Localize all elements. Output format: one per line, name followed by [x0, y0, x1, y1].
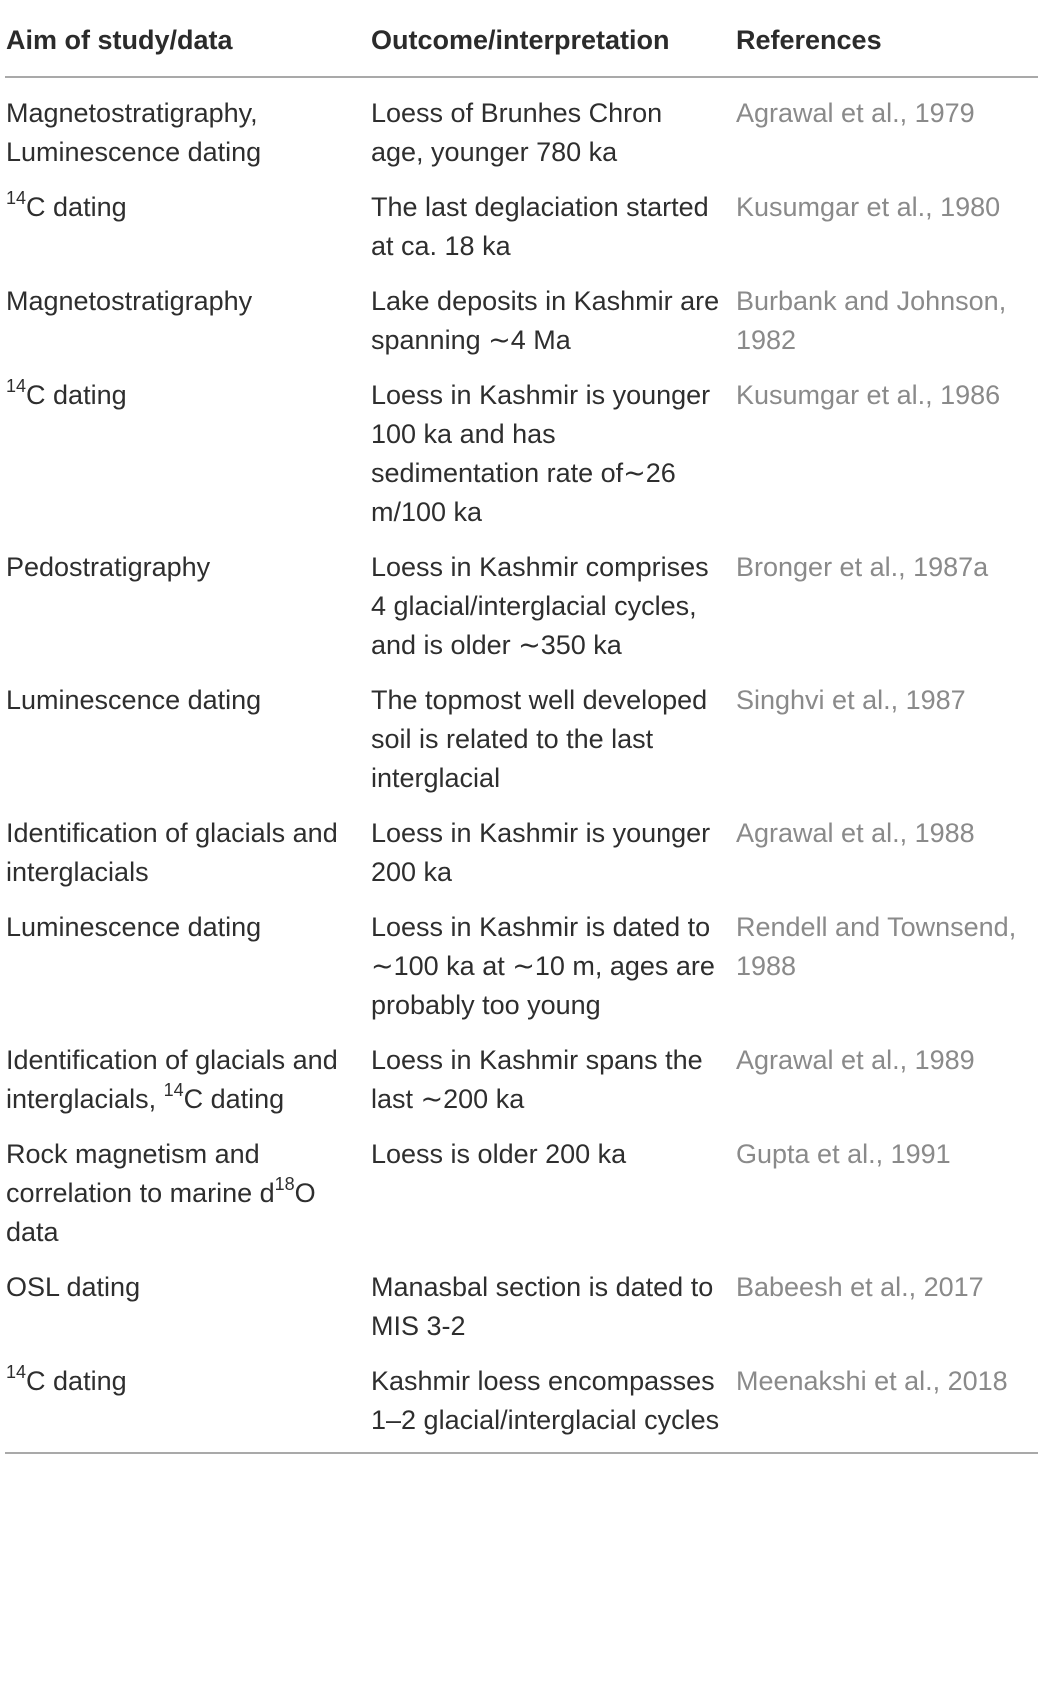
table-row [5, 900, 1038, 1033]
outcome-cell: Loess of Brunhes Chron age, younger 780 ka [371, 98, 663, 167]
aim-cell: $^{14}$C dating [6, 1362, 127, 1396]
header-outcome: Outcome/interpretation [370, 0, 735, 77]
reference-cell: Rendell and Townsend, 1988 [736, 912, 1017, 981]
outcome-cell: Loess in Kashmir is dated to ∼100 ka at ∼10 m, ages are probably too young [371, 912, 715, 1020]
table-row [5, 77, 1038, 180]
table-row [5, 540, 1038, 673]
reference-cell: Babeesh et al., 2017 [736, 1272, 984, 1302]
studies-table [5, 0, 1038, 1454]
aim-cell: Luminescence dating [6, 912, 262, 942]
reference-cell: Burbank and Johnson, 1982 [736, 286, 1007, 355]
table-row [5, 673, 1038, 806]
reference-cell: Bronger et al., 1987a [736, 552, 989, 582]
reference-cell: Singhvi et al., 1987 [736, 685, 966, 715]
outcome-cell: The topmost well developed soil is related to the last interglacial [371, 685, 708, 793]
aim-cell: Rock magnetism and correlation to marine $d^{18}O$ data [6, 1139, 316, 1247]
reference-cell: Kusumgar et al., 1980 [736, 192, 1001, 222]
aim-cell: OSL dating [6, 1272, 141, 1302]
table-header-row [5, 0, 1038, 77]
reference-cell: Gupta et al., 1991 [736, 1139, 951, 1169]
aim-cell: Pedostratigraphy [6, 552, 211, 582]
table-row [5, 368, 1038, 540]
aim-cell: Identification of glacials and interglacials, $^{14}$C dating [6, 1045, 338, 1114]
reference-cell: Agrawal et al., 1979 [736, 98, 975, 128]
table-row [5, 1127, 1038, 1260]
table-row [5, 180, 1038, 274]
outcome-cell: Manasbal section is dated to MIS 3-2 [371, 1272, 714, 1341]
header-references: References [735, 0, 1038, 77]
outcome-cell: Loess in Kashmir is younger 200 ka [371, 818, 711, 887]
reference-cell: Kusumgar et al., 1986 [736, 380, 1001, 410]
outcome-cell: Loess in Kashmir comprises 4 glacial/interglacial cycles, and is older ∼350 ka [371, 552, 709, 660]
outcome-cell: Kashmir loess encompasses 1–2 glacial/interglacial cycles [371, 1366, 720, 1435]
reference-cell: Agrawal et al., 1989 [736, 1045, 975, 1075]
outcome-cell: Loess is older 200 ka [371, 1139, 627, 1169]
outcome-cell: Loess in Kashmir is younger 100 ka and has sedimentation rate of∼26 m/100 ka [371, 380, 711, 527]
aim-cell: Magnetostratigraphy, Luminescence dating [6, 98, 262, 167]
aim-cell: Magnetostratigraphy [6, 286, 253, 316]
aim-cell: Identification of glacials and interglacials [6, 818, 338, 887]
aim-cell: Luminescence dating [6, 685, 262, 715]
table-row [5, 806, 1038, 900]
outcome-cell: Loess in Kashmir spans the last ∼200 ka [371, 1045, 703, 1114]
aim-cell: $^{14}$C dating [6, 188, 127, 222]
reference-cell: Agrawal et al., 1988 [736, 818, 975, 848]
header-aim: Aim of study/data [5, 0, 370, 77]
outcome-cell: Lake deposits in Kashmir are spanning ∼4 Ma [371, 286, 720, 355]
aim-cell: $^{14}$C dating [6, 376, 127, 410]
outcome-cell: The last deglaciation started at ca. 18 ka [371, 192, 709, 261]
table-row [5, 1033, 1038, 1127]
table-row [5, 274, 1038, 368]
table-row [5, 1354, 1038, 1453]
reference-cell: Meenakshi et al., 2018 [736, 1366, 1008, 1396]
table-row [5, 1260, 1038, 1354]
